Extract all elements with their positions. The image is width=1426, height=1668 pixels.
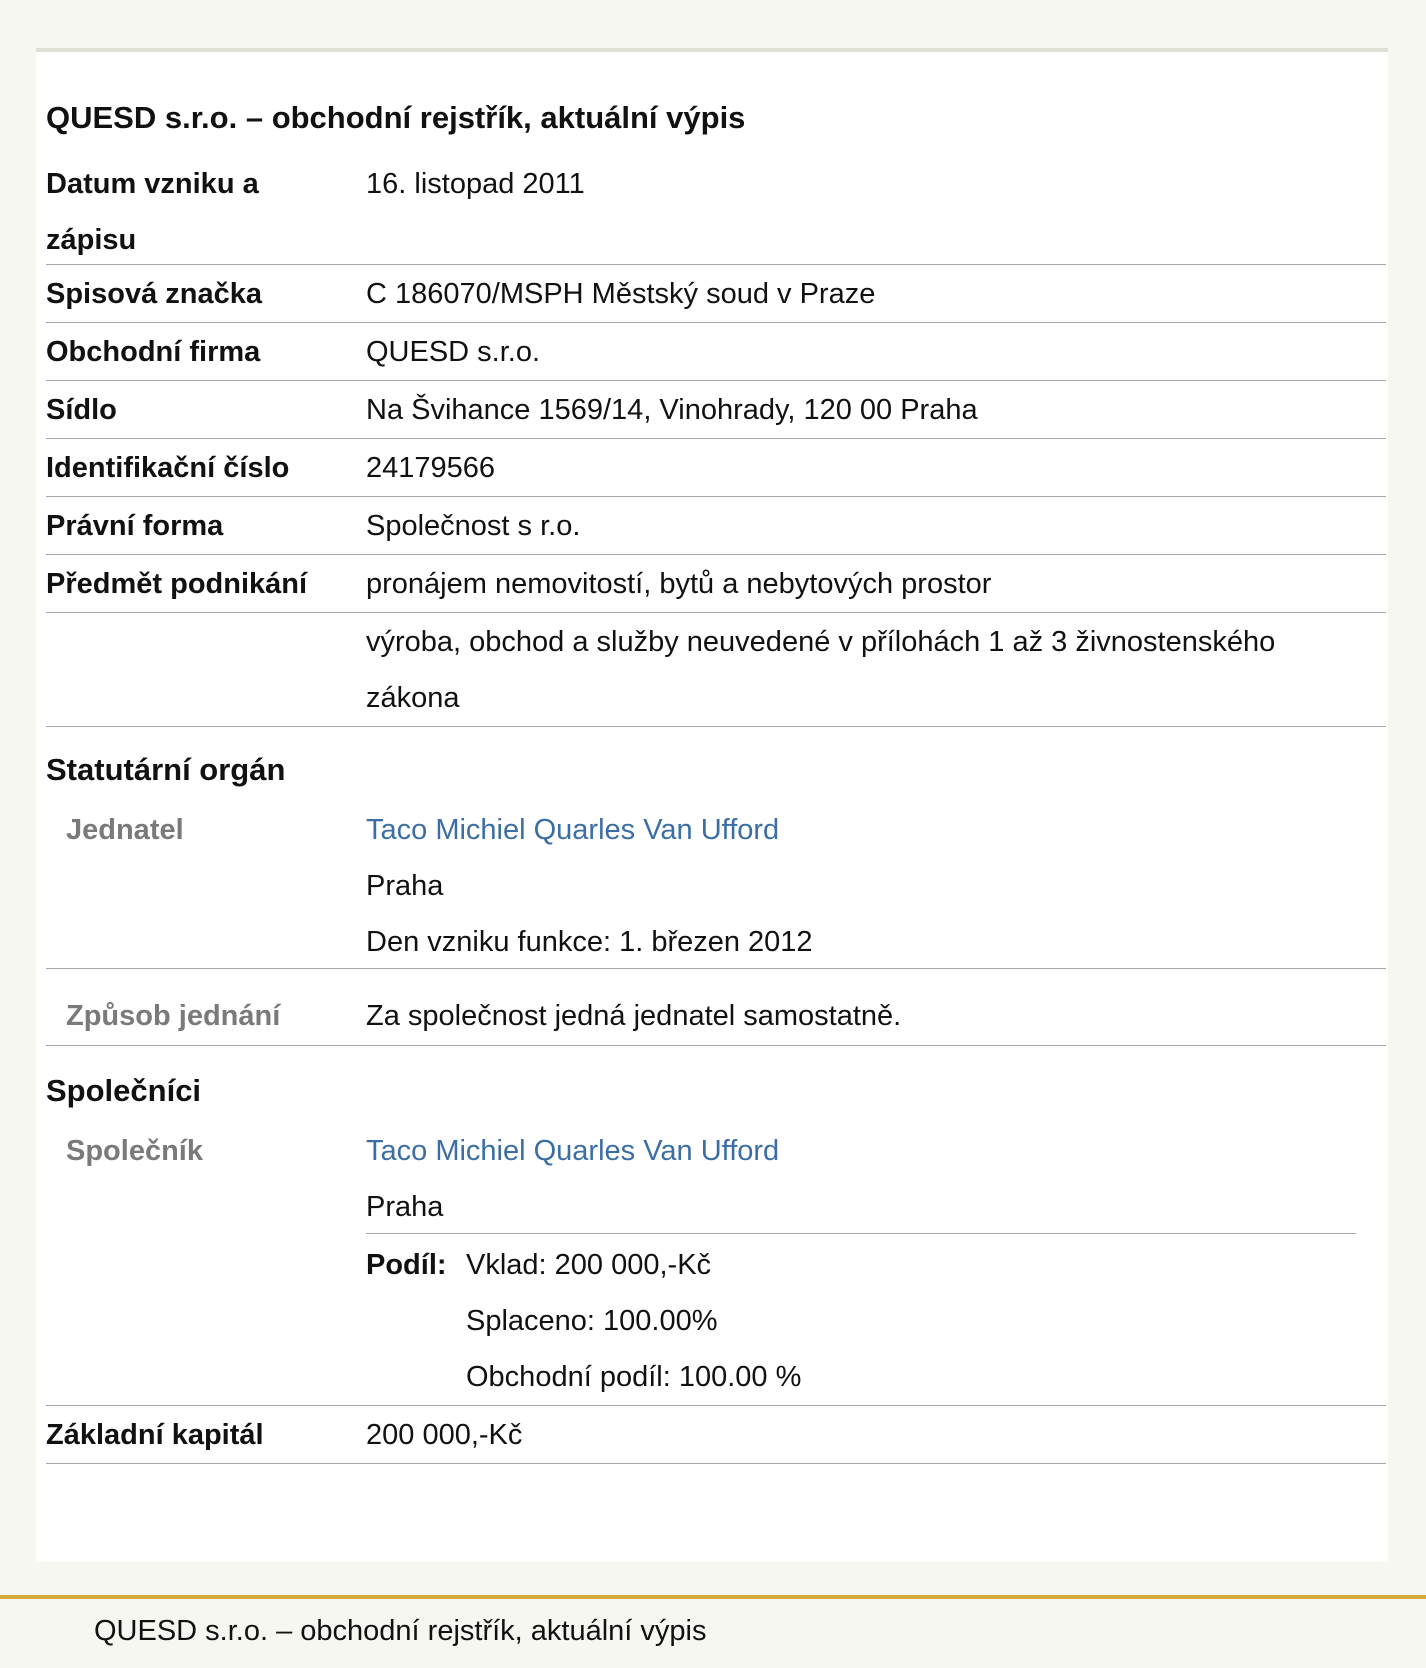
spolecnik-link[interactable]: Taco Michiel Quarles Van Ufford [366,1135,780,1167]
row-value: 24179566 [366,452,496,484]
footer-divider [0,1595,1426,1599]
row-label: Právní forma [46,510,224,542]
row-value: 16. listopad 2011 [366,168,585,200]
row-pravni-forma [46,496,1386,555]
row-value: C 186070/MSPH Městský soud v Praze [366,278,876,310]
podil-splaceno: Splaceno: 100.00% [466,1305,718,1337]
register-card [36,48,1388,1562]
row-label: Datum vzniku a [46,168,259,200]
spolecnik-name[interactable] [366,1121,779,1181]
row-spisova-znacka [46,264,1386,323]
row-value: výroba, obchod a služby neuvedené v přílohách 1 až 3 živnostenského [366,626,1276,658]
jednatel-link[interactable]: Taco Michiel Quarles Van Ufford [366,814,780,846]
row-label: Základní kapitál [46,1419,264,1451]
jednatel-since: Den vzniku funkce: 1. březen 2012 [366,926,813,958]
row-obchodni-firma [46,322,1386,381]
row-value: Na Švihance 1569/14, Vinohrady, 120 00 Praha [366,394,978,426]
podil-label: Podíl: [366,1249,447,1281]
row-label: Sídlo [46,394,117,426]
row-zakladni-kapital [46,1405,1386,1464]
row-value: Společnost s r.o. [366,510,581,542]
spolecnik-label: Společník [66,1135,203,1167]
spolecnik-city: Praha [366,1191,444,1223]
row-datum-vzniku [46,154,1386,265]
row-value: 200 000,-Kč [366,1419,523,1451]
zpusob-value: Za společnost jedná jednatel samostatně. [366,1000,902,1032]
row-predmet-podnikani-extra [46,612,1386,727]
jednatel-city: Praha [366,870,444,902]
row-predmet-podnikani [46,554,1386,613]
row-label-line2: zápisu [46,224,137,256]
row-label: Identifikační číslo [46,452,290,484]
jednatel-label: Jednatel [66,814,184,846]
podil-vklad: Vklad: 200 000,-Kč [466,1249,712,1281]
podil-divider [366,1233,1356,1234]
row-identifikacni-cislo [46,438,1386,497]
section-spolecnici: Společníci [46,1073,202,1108]
row-sidlo [46,380,1386,439]
jednatel-name[interactable] [366,800,779,860]
row-value: pronájem nemovitostí, bytů a nebytových prostor [366,568,992,600]
podil-obchodni: Obchodní podíl: 100.00 % [466,1361,802,1393]
row-label: Obchodní firma [46,336,261,368]
zpusob-label: Způsob jednání [66,1000,281,1032]
row-label: Předmět podnikání [46,568,308,600]
row-value-line2: zákona [366,682,460,714]
section-statutarni-organ: Statutární orgán [46,752,286,787]
page-title: QUESD s.r.o. – obchodní rejstřík, aktuální výpis [46,100,746,135]
row-label: Spisová značka [46,278,262,310]
row-zpusob-jednani [46,968,1386,1046]
row-spolecnik [46,1121,1386,1406]
row-jednatel [46,800,1386,969]
row-value: QUESD s.r.o. [366,336,541,368]
footer-title: QUESD s.r.o. – obchodní rejstřík, aktuální výpis [94,1615,707,1647]
